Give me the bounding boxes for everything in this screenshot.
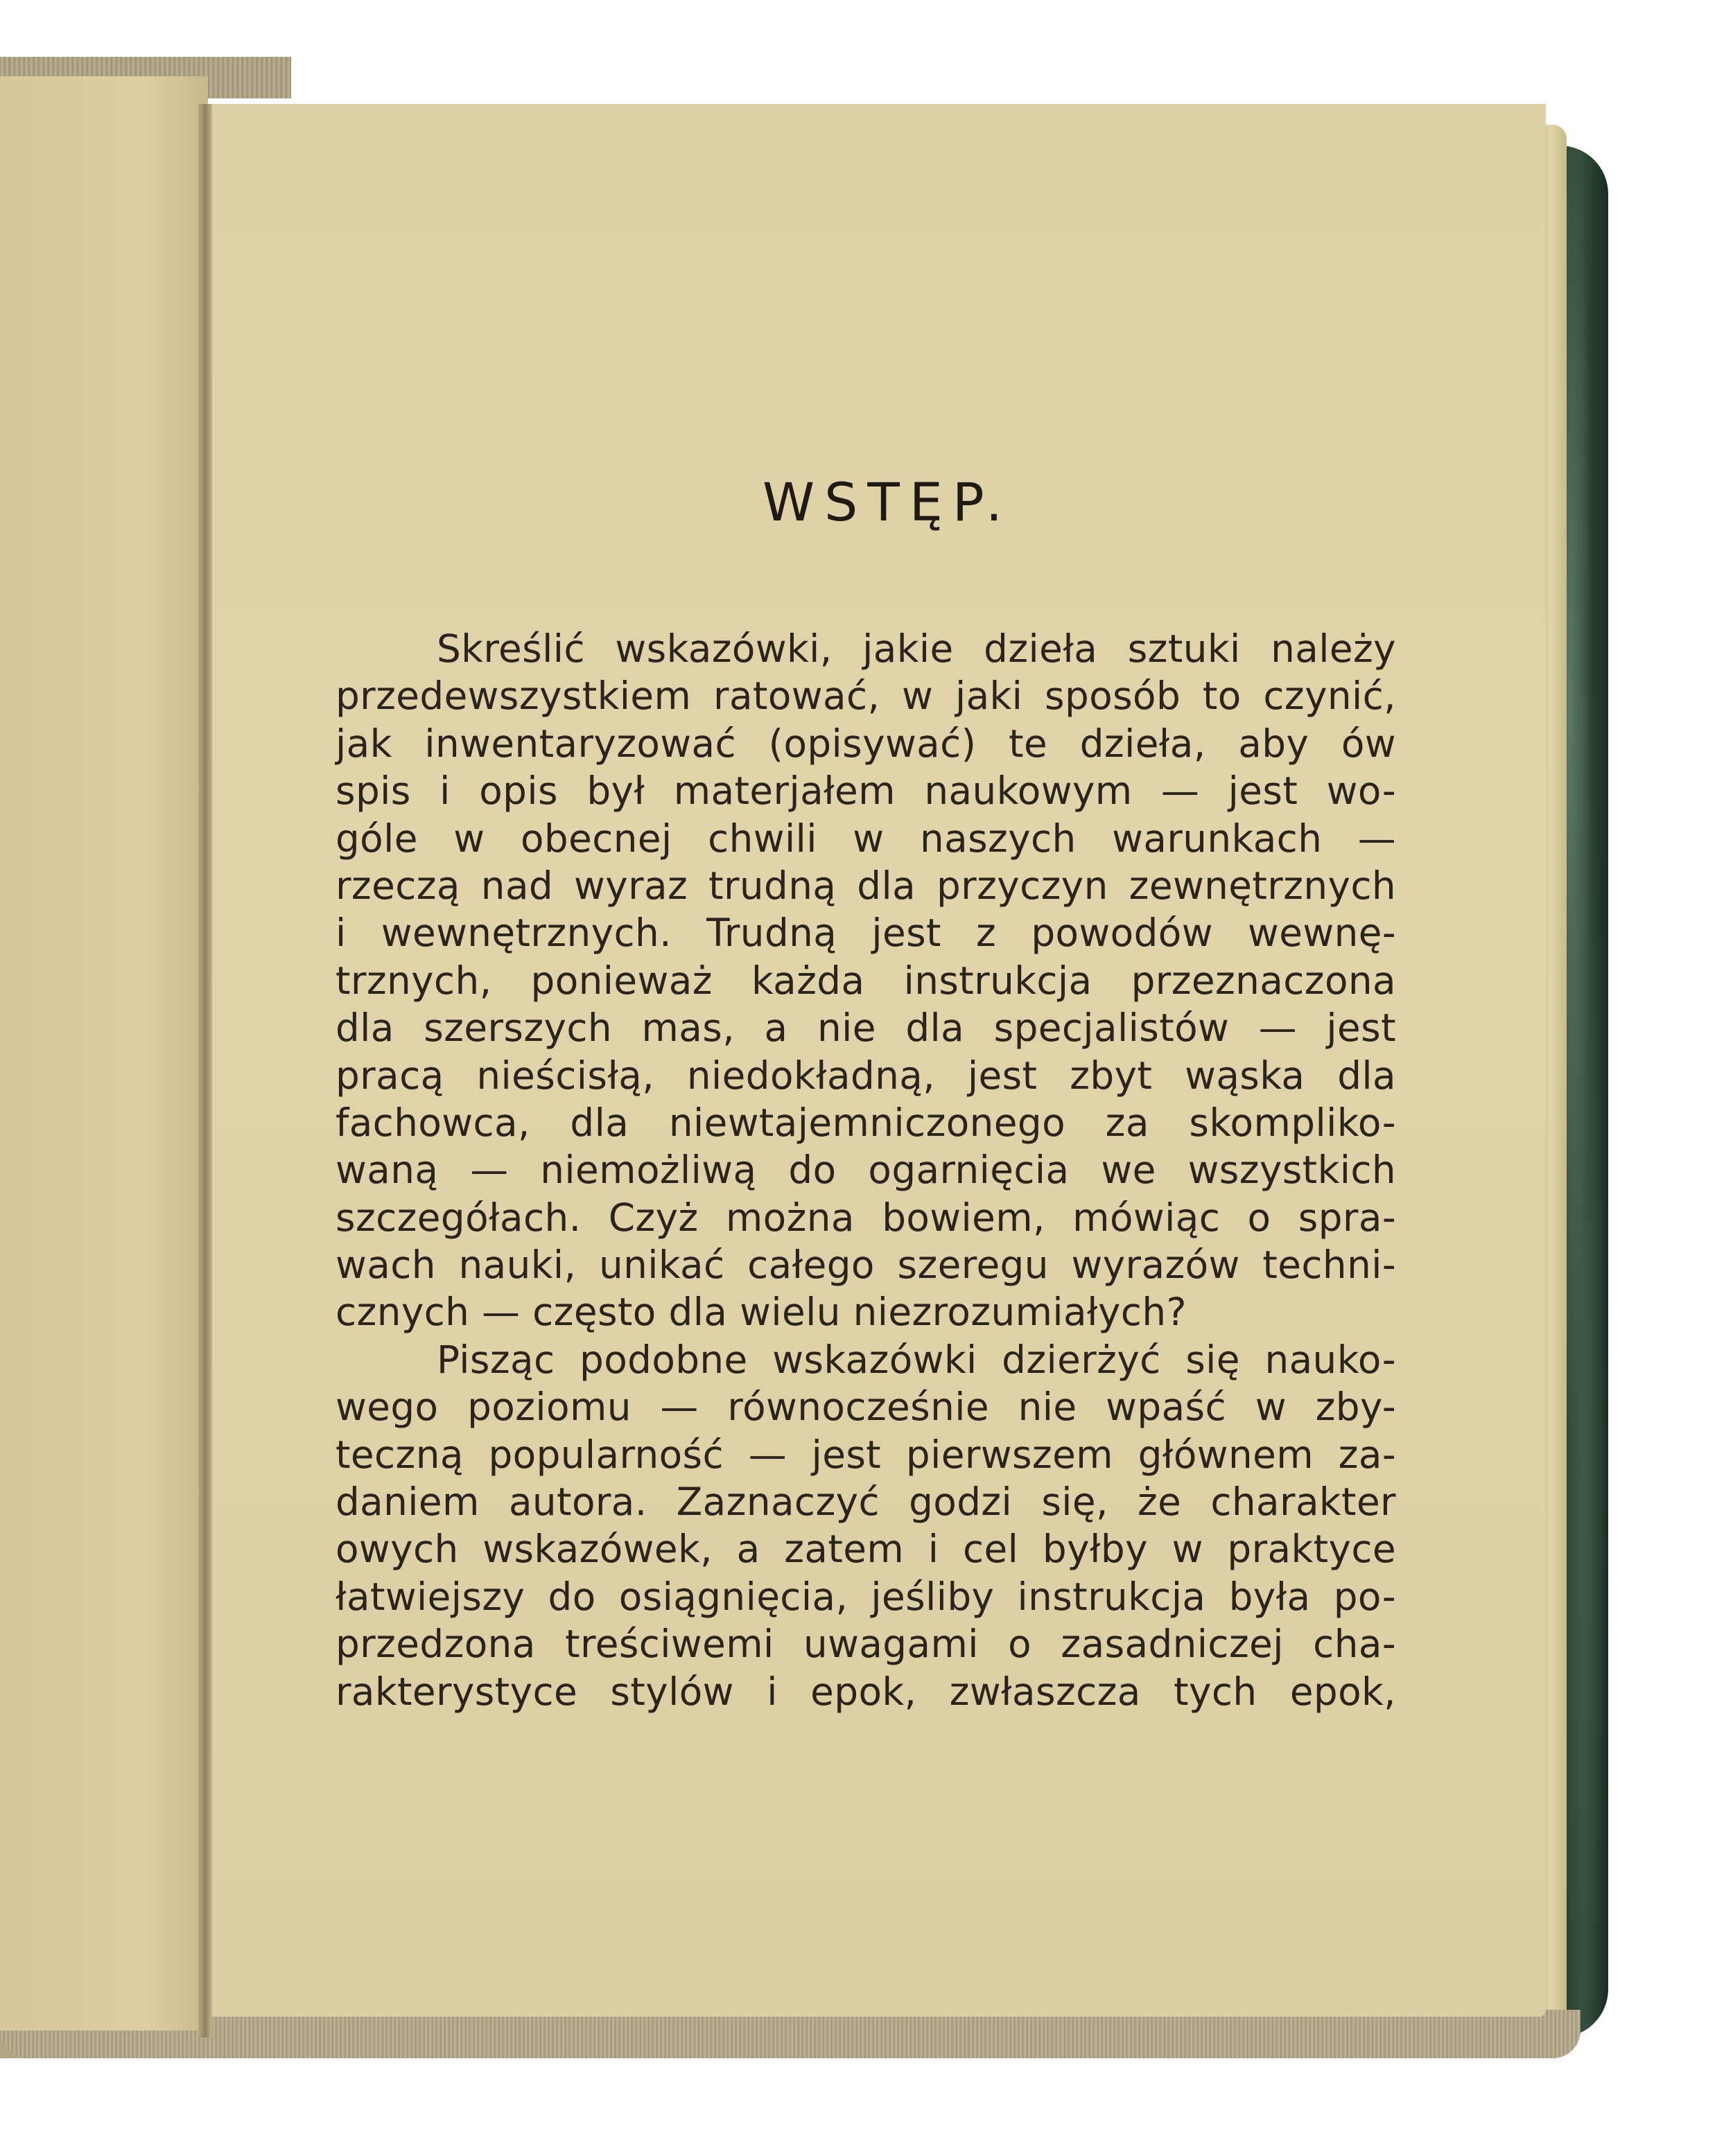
book-gutter <box>198 104 212 2037</box>
text-line: owych wskazówek, a zatem i cel byłby w praktyce <box>336 1527 1396 1572</box>
text-line: Skreślić wskazówki, jakie dzieła sztuki należy <box>437 626 1396 671</box>
text-line: daniem autora. Zaznaczyć godzi się, że charakter <box>336 1480 1396 1525</box>
text-line: i wewnętrznych. Trudną jest z powodów wewnę- <box>336 911 1396 956</box>
chapter-title: WSTĘP. <box>763 471 1012 533</box>
text-line: waną — niemożliwą do ogarnięcia we wszystkich <box>336 1148 1396 1193</box>
text-line: cznych — często dla wielu niezrozumiałych? <box>336 1290 1187 1335</box>
text-line: przedewszystkiem ratować, w jaki sposób to czynić, <box>336 674 1396 719</box>
cover-cloth-bottom-edge <box>0 2010 1580 2058</box>
text-line: rakterystyce stylów i epok, zwłaszcza tych epok, <box>336 1669 1396 1714</box>
text-line: spis i opis był materjałem naukowym — jest wo- <box>336 769 1396 814</box>
text-line: teczną popularność — jest pierwszem głównem za- <box>336 1432 1396 1477</box>
text-line: rzeczą nad wyraz trudną dla przyczyn zewnętrznych <box>336 863 1396 908</box>
text-line: dla szerszych mas, a nie dla specjalistów — jest <box>336 1006 1396 1051</box>
text-line: wego poziomu — równocześnie nie wpaść w zby- <box>336 1385 1396 1430</box>
text-line: Pisząc podobne wskazówki dzierżyć się nauko- <box>437 1337 1396 1382</box>
text-line: pracą nieścisłą, niedokładną, jest zbyt wąska dla <box>336 1053 1396 1098</box>
text-line: jak inwentaryzować (opisywać) te dzieła, aby ów <box>336 721 1396 766</box>
text-line: wach nauki, unikać całego szeregu wyrazów techni- <box>336 1243 1396 1288</box>
text-line: łatwiejszy do osiągnięcia, jeśliby instrukcja była po- <box>336 1574 1396 1619</box>
text-line: fachowca, dla niewtajemniczonego za skompliko- <box>336 1100 1396 1145</box>
left-page <box>0 76 208 2031</box>
body-text <box>336 625 1396 1715</box>
text-line: trznych, ponieważ każda instrukcja przeznaczona <box>336 958 1396 1003</box>
text-line: góle w obecnej chwili w naszych warunkach — <box>336 816 1396 861</box>
text-line: szczegółach. Czyż można bowiem, mówiąc o spra- <box>336 1195 1396 1240</box>
text-line: przedzona treściwemi uwagami o zasadniczej cha- <box>336 1622 1396 1667</box>
